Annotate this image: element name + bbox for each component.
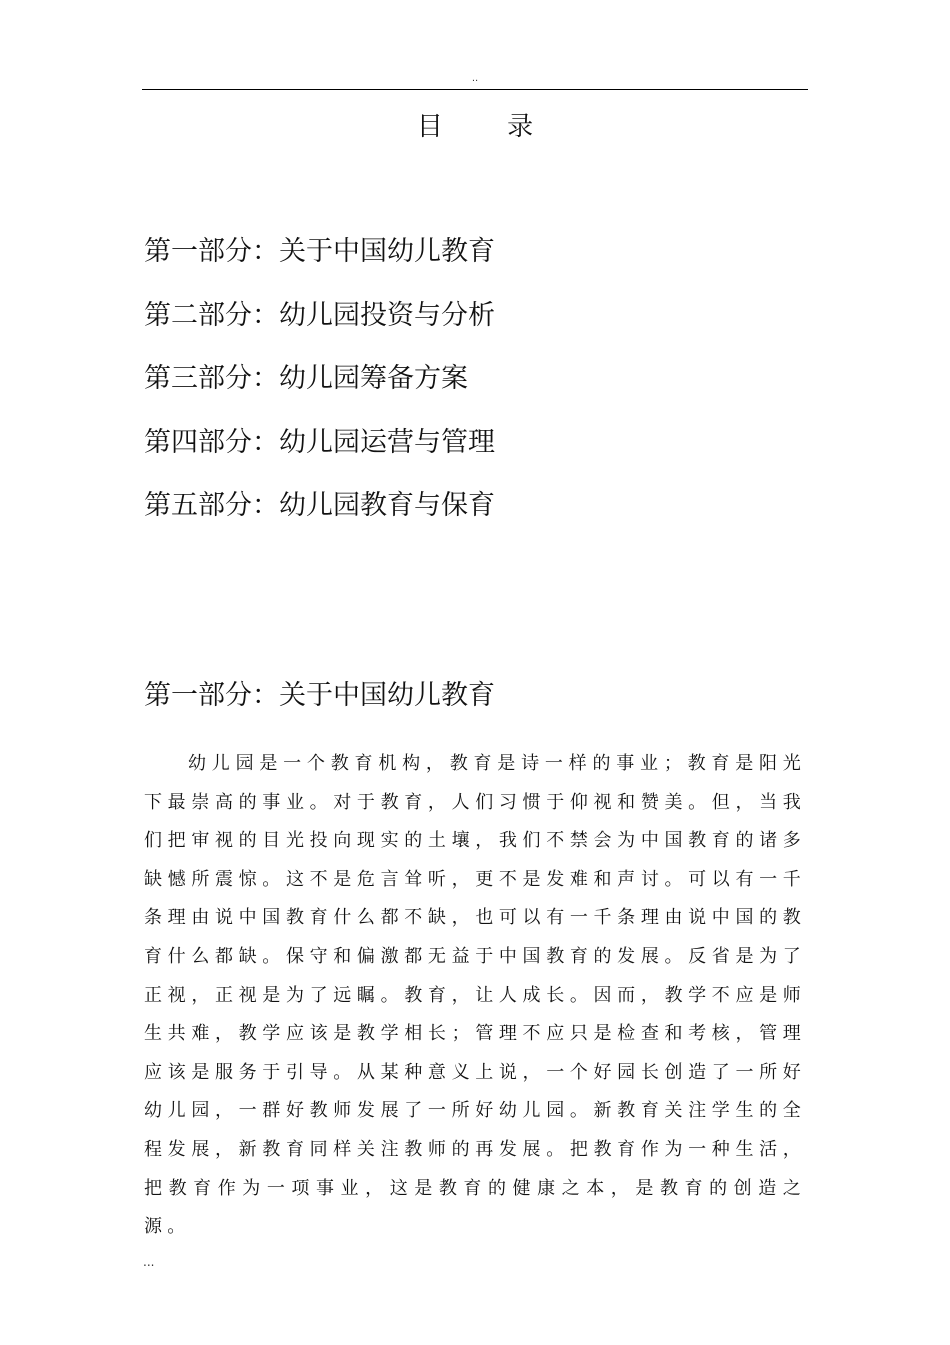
toc-item-part-1: 第一部分：关于中国幼儿教育 xyxy=(144,236,495,267)
section-paragraph: 幼儿园是一个教育机构，教育是诗一样的事业；教育是阳光下最崇高的事业。对于教育，人们习惯于仰视和赞美。但，当我们把审视的目光投向现实的土壤，我们不禁会为中国教育的诸多缺憾所震惊。这不是危言耸听，更不是发难和声讨。可以有一千条理由说中国教育什么都不缺，也可以有一千条理由说中国的教育什么都缺。保守和偏激都无益于中国教育的发展。反省是为了正视，正视是为了远瞩。教育，让人成长。因而，教学不应是师生共难，教学应该是教学相长；管理不应只是检查和考核，管理应该是服务于引导。从某种意义上说，一个好园长创造了一所好幼儿园，一群好教师发展了一所好幼儿园。新教育关注学生的全程发展，新教育同样关注教师的再发展。把教育作为一种生活，把教育作为一项事业，这是教育的健康之本，是教育的创造之源。 xyxy=(144,753,806,1238)
toc-item-part-3: 第三部分：幼儿园筹备方案 xyxy=(144,363,468,394)
header-rule xyxy=(142,89,808,90)
header-mark: .. xyxy=(471,73,479,84)
section-heading: 第一部分：关于中国幼儿教育 xyxy=(144,680,495,711)
footer-mark: ... xyxy=(143,1255,155,1269)
toc-item-part-4: 第四部分：幼儿园运营与管理 xyxy=(144,426,495,458)
table-of-contents xyxy=(144,232,495,550)
toc-item-part-2: 第二部分：幼儿园投资与分析 xyxy=(144,299,495,331)
toc-title: 目 录 xyxy=(416,112,562,142)
toc-item-part-5: 第五部分：幼儿园教育与保育 xyxy=(144,490,495,521)
